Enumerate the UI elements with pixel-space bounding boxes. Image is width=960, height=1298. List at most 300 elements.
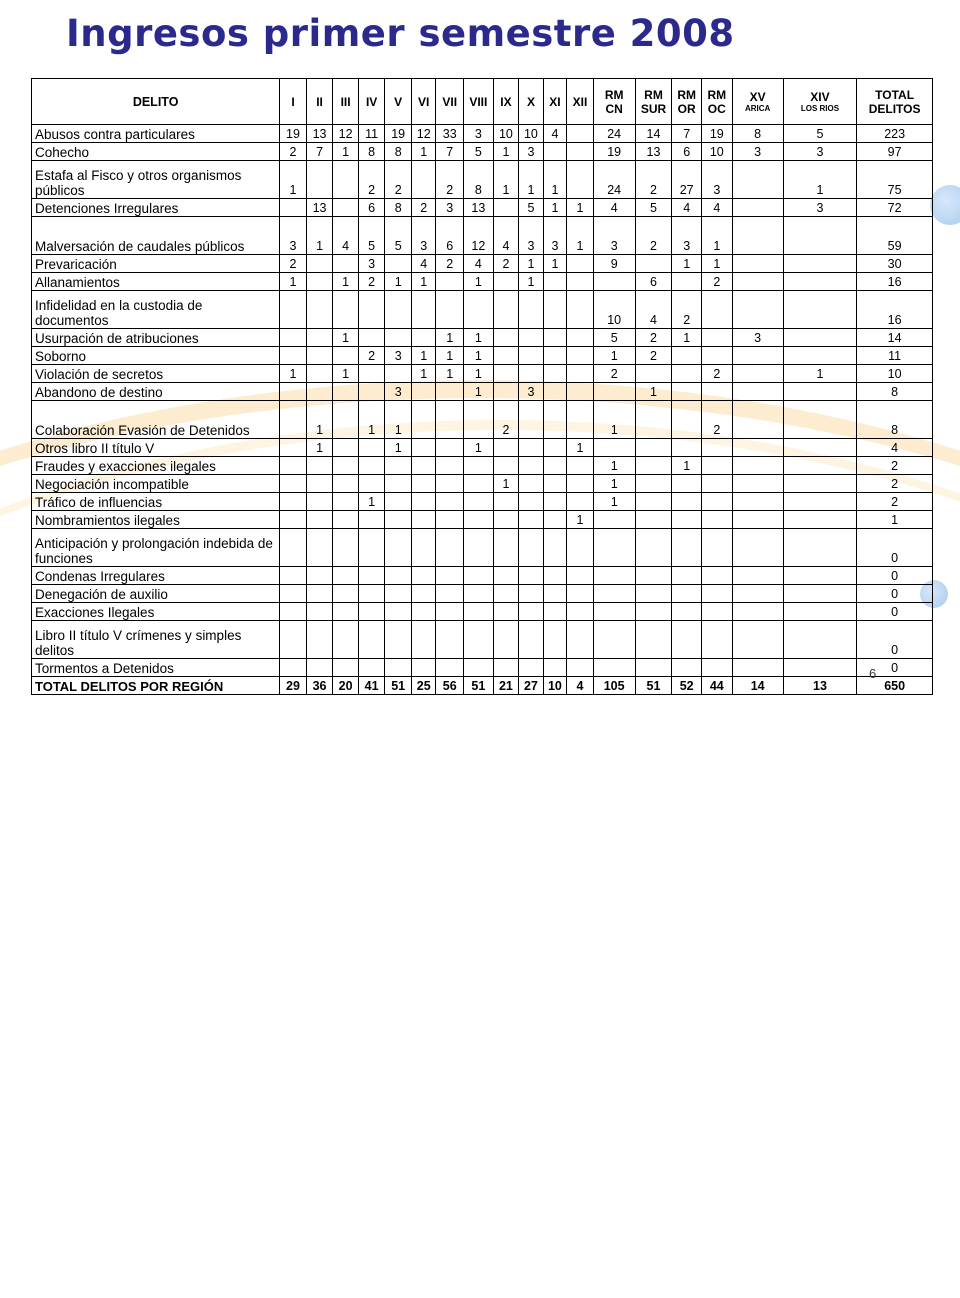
count-cell <box>385 255 412 273</box>
count-cell <box>543 291 566 329</box>
count-cell <box>672 401 702 439</box>
count-cell <box>385 457 412 475</box>
column-header <box>411 79 436 125</box>
count-cell <box>493 659 519 677</box>
count-cell: 2 <box>635 347 672 365</box>
count-cell: 1 <box>411 143 436 161</box>
column-header-label: XV <box>749 89 766 104</box>
count-cell <box>519 603 544 621</box>
count-cell: 2 <box>493 401 519 439</box>
count-cell <box>306 603 333 621</box>
count-cell: 8 <box>464 161 494 199</box>
count-cell <box>493 291 519 329</box>
count-cell <box>519 347 544 365</box>
count-cell: 13 <box>306 125 333 143</box>
count-cell: 1 <box>333 365 359 383</box>
count-cell <box>464 457 494 475</box>
count-cell: 12 <box>333 125 359 143</box>
count-cell: 5 <box>385 217 412 255</box>
count-cell: 10 <box>593 291 635 329</box>
column-header-label: RM OC <box>707 87 727 116</box>
count-cell: 1 <box>436 329 464 347</box>
count-cell <box>783 585 857 603</box>
count-cell <box>493 603 519 621</box>
count-cell <box>701 621 732 659</box>
total-cell: 1 <box>857 511 933 529</box>
count-cell: 2 <box>358 161 385 199</box>
count-cell <box>493 585 519 603</box>
count-cell: 1 <box>280 273 307 291</box>
count-cell: 1 <box>333 143 359 161</box>
count-cell <box>567 125 594 143</box>
column-header-label: XII <box>572 94 588 109</box>
count-cell <box>672 365 702 383</box>
count-cell <box>783 567 857 585</box>
count-cell <box>411 383 436 401</box>
total-cell: 4 <box>857 439 933 457</box>
count-cell <box>436 621 464 659</box>
count-cell: 4 <box>635 291 672 329</box>
count-cell <box>543 475 566 493</box>
count-cell <box>411 291 436 329</box>
count-cell: 2 <box>280 255 307 273</box>
count-cell: 7 <box>306 143 333 161</box>
count-cell <box>385 659 412 677</box>
count-cell <box>543 457 566 475</box>
count-cell: 4 <box>493 217 519 255</box>
count-cell <box>783 329 857 347</box>
count-cell: 1 <box>411 347 436 365</box>
count-cell <box>732 475 783 493</box>
count-cell <box>783 475 857 493</box>
crime-name-cell: Condenas Irregulares <box>32 567 280 585</box>
count-cell <box>333 383 359 401</box>
column-header <box>672 79 702 125</box>
count-cell <box>593 567 635 585</box>
count-cell <box>732 659 783 677</box>
count-cell: 12 <box>411 125 436 143</box>
page-number: 6 <box>869 666 877 681</box>
count-cell <box>732 273 783 291</box>
column-header-label: X <box>526 94 535 109</box>
total-cell: 8 <box>857 383 933 401</box>
count-cell: 4 <box>411 255 436 273</box>
column-header <box>464 79 494 125</box>
count-cell <box>333 439 359 457</box>
count-cell: 2 <box>635 161 672 199</box>
table-body <box>32 125 933 695</box>
count-cell <box>543 347 566 365</box>
count-cell: 1 <box>464 383 494 401</box>
total-cell: 75 <box>857 161 933 199</box>
table-row <box>32 347 933 365</box>
count-cell <box>567 603 594 621</box>
count-cell: 1 <box>567 217 594 255</box>
count-cell: 3 <box>411 217 436 255</box>
count-cell <box>732 199 783 217</box>
count-cell <box>493 439 519 457</box>
count-cell <box>543 383 566 401</box>
count-cell: 1 <box>567 439 594 457</box>
count-cell <box>519 585 544 603</box>
count-cell <box>783 659 857 677</box>
count-cell <box>464 585 494 603</box>
table-row <box>32 493 933 511</box>
count-cell <box>306 585 333 603</box>
column-header-sublabel: ARICA <box>744 103 771 113</box>
count-cell <box>672 511 702 529</box>
total-row-label: TOTAL DELITOS POR REGIÓN <box>32 677 280 695</box>
count-cell <box>280 383 307 401</box>
count-cell: 1 <box>543 255 566 273</box>
count-cell <box>385 291 412 329</box>
count-cell <box>783 347 857 365</box>
count-cell: 19 <box>385 125 412 143</box>
count-cell <box>635 401 672 439</box>
column-header-label: III <box>340 94 351 109</box>
count-cell <box>333 529 359 567</box>
table-row <box>32 603 933 621</box>
count-cell: 1 <box>280 161 307 199</box>
count-cell: 2 <box>411 199 436 217</box>
table-row <box>32 217 933 255</box>
count-cell <box>593 273 635 291</box>
count-cell: 2 <box>593 365 635 383</box>
count-cell: 24 <box>593 125 635 143</box>
column-header-label: RM CN <box>604 87 624 116</box>
count-cell <box>358 659 385 677</box>
count-cell <box>358 585 385 603</box>
count-cell <box>280 401 307 439</box>
region-total-cell: 27 <box>519 677 544 695</box>
count-cell <box>635 603 672 621</box>
count-cell <box>635 365 672 383</box>
count-cell <box>672 659 702 677</box>
count-cell: 5 <box>635 199 672 217</box>
total-cell: 0 <box>857 585 933 603</box>
count-cell: 3 <box>358 255 385 273</box>
count-cell: 1 <box>306 217 333 255</box>
count-cell <box>519 401 544 439</box>
crime-name-cell: Prevaricación <box>32 255 280 273</box>
count-cell: 1 <box>543 161 566 199</box>
count-cell <box>306 529 333 567</box>
column-header <box>493 79 519 125</box>
count-cell <box>385 567 412 585</box>
count-cell <box>280 475 307 493</box>
column-header-label: V <box>394 94 403 109</box>
count-cell <box>567 457 594 475</box>
count-cell: 1 <box>411 365 436 383</box>
count-cell <box>333 401 359 439</box>
table-row <box>32 161 933 199</box>
count-cell: 1 <box>436 365 464 383</box>
count-cell: 3 <box>280 217 307 255</box>
table-row <box>32 585 933 603</box>
column-header <box>333 79 359 125</box>
crime-name-cell: Fraudes y exacciones ilegales <box>32 457 280 475</box>
count-cell <box>280 493 307 511</box>
count-cell: 2 <box>385 161 412 199</box>
count-cell <box>493 199 519 217</box>
count-cell <box>436 439 464 457</box>
count-cell <box>635 621 672 659</box>
count-cell <box>280 659 307 677</box>
count-cell: 3 <box>543 217 566 255</box>
total-cell: 59 <box>857 217 933 255</box>
total-cell: 2 <box>857 475 933 493</box>
count-cell: 3 <box>732 329 783 347</box>
count-cell <box>732 255 783 273</box>
region-total-cell: 44 <box>701 677 732 695</box>
count-cell <box>635 585 672 603</box>
count-cell <box>732 217 783 255</box>
count-cell <box>732 585 783 603</box>
total-cell: 0 <box>857 529 933 567</box>
count-cell <box>306 365 333 383</box>
region-total-cell: 51 <box>635 677 672 695</box>
count-cell <box>567 475 594 493</box>
crime-name-cell: Abandono de destino <box>32 383 280 401</box>
count-cell: 1 <box>519 255 544 273</box>
count-cell <box>436 659 464 677</box>
total-cell: 72 <box>857 199 933 217</box>
total-cell: 0 <box>857 659 933 677</box>
table-row <box>32 365 933 383</box>
total-cell: 97 <box>857 143 933 161</box>
count-cell <box>333 493 359 511</box>
count-cell <box>493 329 519 347</box>
count-cell <box>701 383 732 401</box>
crime-name-cell: Nombramientos ilegales <box>32 511 280 529</box>
crime-name-cell: Negociación incompatible <box>32 475 280 493</box>
count-cell <box>411 529 436 567</box>
count-cell <box>306 383 333 401</box>
column-header-label: XI <box>549 94 561 109</box>
count-cell <box>493 273 519 291</box>
count-cell: 1 <box>593 347 635 365</box>
count-cell <box>701 457 732 475</box>
table-row <box>32 529 933 567</box>
count-cell <box>411 585 436 603</box>
count-cell <box>358 329 385 347</box>
count-cell <box>280 621 307 659</box>
count-cell <box>783 493 857 511</box>
count-cell: 1 <box>519 273 544 291</box>
count-cell <box>567 291 594 329</box>
count-cell <box>436 273 464 291</box>
count-cell <box>385 529 412 567</box>
count-cell: 5 <box>593 329 635 347</box>
column-header <box>519 79 544 125</box>
count-cell <box>567 365 594 383</box>
count-cell: 1 <box>701 255 732 273</box>
count-cell <box>411 401 436 439</box>
crime-name-cell: Otros libro II título V <box>32 439 280 457</box>
crime-name-cell: Malversación de caudales públicos <box>32 217 280 255</box>
count-cell <box>519 511 544 529</box>
count-cell: 12 <box>464 217 494 255</box>
count-cell <box>567 529 594 567</box>
count-cell <box>593 383 635 401</box>
count-cell <box>385 585 412 603</box>
count-cell: 5 <box>358 217 385 255</box>
region-total-cell: 21 <box>493 677 519 695</box>
count-cell <box>567 567 594 585</box>
count-cell <box>436 511 464 529</box>
crime-name-cell: Violación de secretos <box>32 365 280 383</box>
total-cell: 0 <box>857 621 933 659</box>
page-title: Ingresos primer semestre 2008 <box>66 12 735 55</box>
count-cell <box>783 621 857 659</box>
count-cell <box>306 567 333 585</box>
count-cell <box>519 621 544 659</box>
count-cell <box>436 603 464 621</box>
table-row <box>32 329 933 347</box>
count-cell <box>701 329 732 347</box>
count-cell <box>593 585 635 603</box>
count-cell <box>464 529 494 567</box>
count-cell <box>593 529 635 567</box>
count-cell <box>411 329 436 347</box>
count-cell: 1 <box>783 365 857 383</box>
count-cell: 4 <box>543 125 566 143</box>
count-cell: 1 <box>464 273 494 291</box>
count-cell: 2 <box>701 273 732 291</box>
count-cell <box>411 475 436 493</box>
table-row <box>32 383 933 401</box>
table-row <box>32 255 933 273</box>
count-cell <box>783 457 857 475</box>
count-cell: 11 <box>358 125 385 143</box>
count-cell <box>464 659 494 677</box>
count-cell <box>333 475 359 493</box>
column-header-label: VII <box>442 94 458 109</box>
count-cell: 2 <box>635 329 672 347</box>
total-cell: 223 <box>857 125 933 143</box>
count-cell <box>333 255 359 273</box>
count-cell <box>280 511 307 529</box>
count-cell <box>306 475 333 493</box>
count-cell <box>701 475 732 493</box>
count-cell <box>519 457 544 475</box>
count-cell: 27 <box>672 161 702 199</box>
count-cell <box>593 603 635 621</box>
count-cell <box>732 161 783 199</box>
count-cell <box>635 255 672 273</box>
count-cell <box>333 457 359 475</box>
count-cell <box>493 529 519 567</box>
count-cell: 3 <box>783 143 857 161</box>
column-header <box>783 79 857 125</box>
table-row <box>32 439 933 457</box>
count-cell: 1 <box>672 255 702 273</box>
count-cell: 1 <box>333 273 359 291</box>
count-cell: 1 <box>436 347 464 365</box>
count-cell: 1 <box>567 199 594 217</box>
column-header <box>543 79 566 125</box>
count-cell <box>519 493 544 511</box>
crime-name-cell: Abusos contra particulares <box>32 125 280 143</box>
count-cell <box>358 457 385 475</box>
count-cell: 7 <box>672 125 702 143</box>
count-cell <box>493 365 519 383</box>
column-header-label: II <box>316 94 323 109</box>
region-total-cell: 51 <box>464 677 494 695</box>
column-header <box>593 79 635 125</box>
count-cell <box>701 603 732 621</box>
column-header <box>635 79 672 125</box>
count-cell <box>543 585 566 603</box>
count-cell: 8 <box>358 143 385 161</box>
count-cell <box>783 511 857 529</box>
count-cell: 1 <box>280 365 307 383</box>
count-cell <box>436 291 464 329</box>
count-cell <box>672 493 702 511</box>
count-cell: 1 <box>358 401 385 439</box>
crimes-table-container <box>31 78 933 695</box>
count-cell <box>464 603 494 621</box>
count-cell <box>493 347 519 365</box>
count-cell: 4 <box>464 255 494 273</box>
count-cell <box>333 161 359 199</box>
count-cell <box>732 603 783 621</box>
count-cell <box>672 439 702 457</box>
count-cell <box>635 493 672 511</box>
count-cell <box>358 365 385 383</box>
count-cell: 6 <box>358 199 385 217</box>
region-total-cell: 105 <box>593 677 635 695</box>
region-total-cell: 56 <box>436 677 464 695</box>
count-cell <box>306 347 333 365</box>
column-header <box>436 79 464 125</box>
count-cell <box>358 383 385 401</box>
count-cell <box>493 457 519 475</box>
region-total-cell: 29 <box>280 677 307 695</box>
count-cell <box>411 457 436 475</box>
count-cell <box>672 475 702 493</box>
count-cell <box>464 493 494 511</box>
count-cell: 4 <box>672 199 702 217</box>
count-cell: 1 <box>464 365 494 383</box>
count-cell <box>567 401 594 439</box>
count-cell <box>333 347 359 365</box>
count-cell: 6 <box>672 143 702 161</box>
count-cell <box>280 439 307 457</box>
count-cell <box>306 457 333 475</box>
column-header-label: IV <box>365 94 378 109</box>
count-cell <box>306 273 333 291</box>
table-row <box>32 511 933 529</box>
count-cell <box>280 329 307 347</box>
region-total-cell: 14 <box>732 677 783 695</box>
grand-total-cell: 650 <box>857 677 933 695</box>
count-cell <box>593 659 635 677</box>
total-cell: 16 <box>857 291 933 329</box>
region-total-cell: 41 <box>358 677 385 695</box>
count-cell <box>280 291 307 329</box>
globe-decoration-icon <box>930 185 960 225</box>
region-total-cell: 10 <box>543 677 566 695</box>
count-cell <box>358 621 385 659</box>
count-cell <box>280 199 307 217</box>
count-cell <box>672 273 702 291</box>
count-cell <box>672 529 702 567</box>
count-cell <box>732 383 783 401</box>
total-cell: 30 <box>857 255 933 273</box>
count-cell <box>436 401 464 439</box>
count-cell: 1 <box>593 493 635 511</box>
